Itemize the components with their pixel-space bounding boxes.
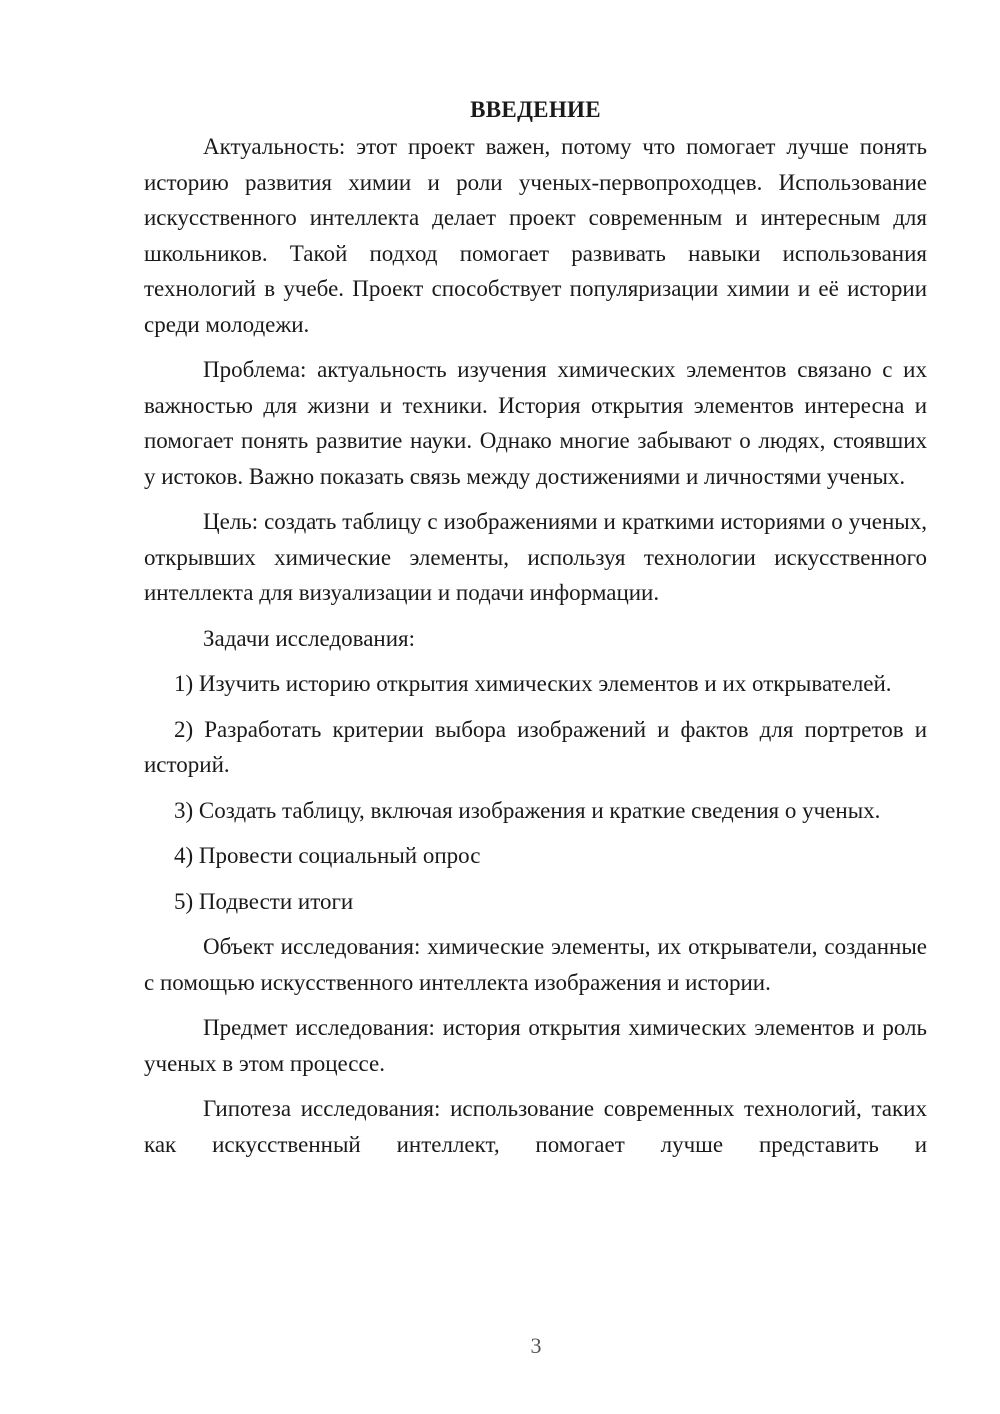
paragraph-relevance: Актуальность: этот проект важен, потому что помогает лучше понять историю развития химии и роли ученых-первопроходцев. Использование искусственного интеллекта делает проект современным и интересным для школьников. Такой подход помогает развивать навыки использования технологий в учебе. Проект способствует популяризации химии и её истории среди молодежи. [144, 134, 927, 337]
page-title: ВВЕДЕНИЕ [470, 97, 601, 122]
list-item: 1) Изучить историю открытия химических элементов и их открывателей. [174, 671, 892, 696]
list-item: 4) Провести социальный опрос [174, 843, 481, 868]
page-body [144, 92, 927, 1162]
list-item: 5) Подвести итоги [174, 888, 354, 914]
paragraph-tasks-intro: Задачи исследования: [203, 625, 416, 651]
list-item: 3) Создать таблицу, включая изображения и краткие сведения о ученых. [174, 797, 881, 823]
page-number: 3 [530, 1333, 542, 1358]
list-item: 2) Разработать критерии выбора изображений и фактов для портретов и историй. [144, 716, 927, 777]
paragraph-goal: Цель: создать таблицу с изображениями и краткими историями о ученых, открывших химические элементы, используя технологии искусственного интеллекта для визуализации и подачи информации. [144, 509, 927, 605]
paragraph-subject: Предмет исследования: история открытия химических элементов и роль ученых в этом процессе. [144, 1015, 927, 1076]
paragraph-object: Объект исследования: химические элементы, их открыватели, созданные с помощью искусственного интеллекта изображения и истории. [144, 934, 927, 995]
paragraph-hypothesis: Гипотеза исследования: использование современных технологий, таких как искусственный интеллект, помогает лучше представить и [144, 1096, 927, 1157]
paragraph-problem: Проблема: актуальность изучения химических элементов связано с их важностью для жизни и техники. История открытия элементов интересна и помогает понять развитие науки. Однако многие забывают о людях, стоявших у истоков. Важно показать связь между достижениями и личностями ученых. [144, 357, 927, 489]
